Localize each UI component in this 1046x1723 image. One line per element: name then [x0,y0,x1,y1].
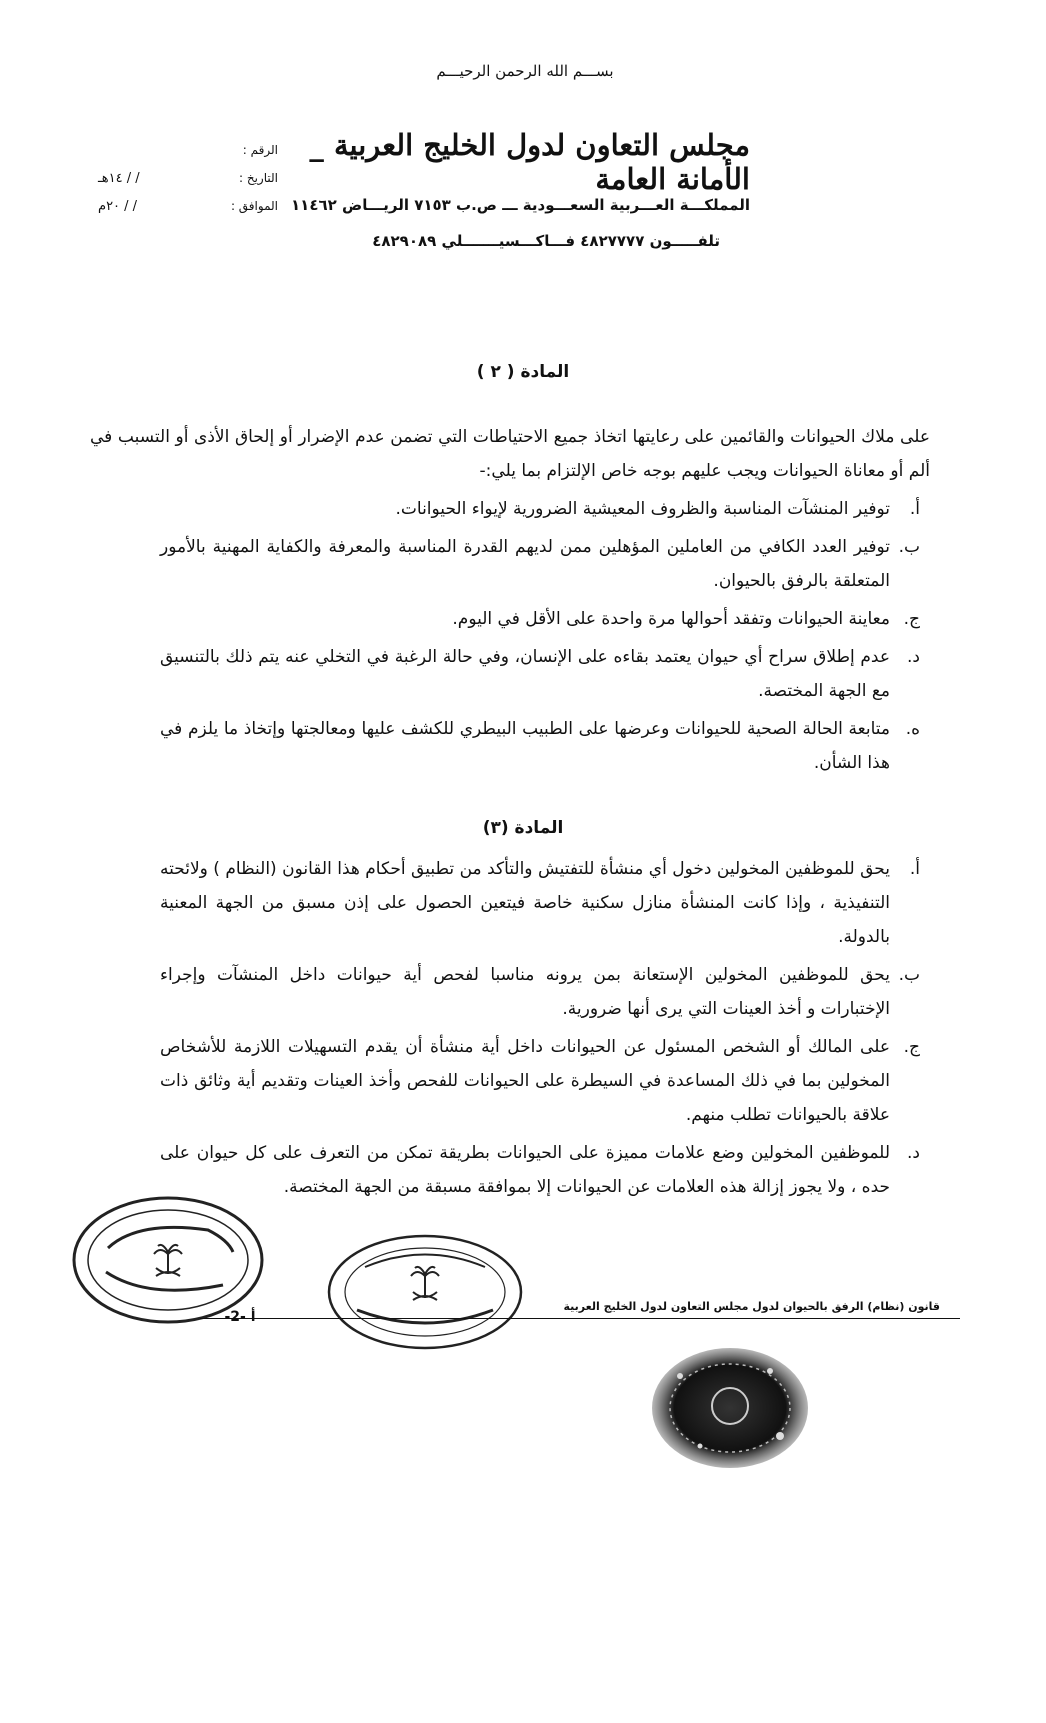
list-item-text: على المالك أو الشخص المسئول عن الحيوانات داخل أية منشأة أن يقدم التسهيلات اللازمة للأشخاص المخولين بما في ذلك المساعدة في السيطرة على الحيوانات للفحص وأخذ العينات وتقديم أية وثائق ذات علاقة بالحيوانات تطلب منهم. [160,1037,890,1125]
basmala: بســـم الله الرحمن الرحيـــم [436,62,614,80]
list-item [160,958,920,1026]
page-number: -2- أ [224,1309,256,1325]
list-item [160,530,920,598]
list-marker: د. [907,1143,920,1163]
ref-date-label: التاريخ : [238,171,278,185]
ref-date-row [98,164,278,192]
list-item-text: للموظفين المخولين وضع علامات مميزة على الحيوانات بطريقة تمكن من التعرف على كل حيوان على حده ، ولا يجوز إزالة هذه العلامات عن الحيوانات إلا بموافقة مسبقة من الجهة المختصة. [160,1143,890,1197]
list-item [160,492,920,526]
list-marker: ب. [898,537,920,557]
list-item-text: يحق للموظفين المخولين دخول أي منشأة للتفتيش والتأكد من تطبيق أحكام هذا القانون (النظام ) ولائحته التنفيذية ، وإذا كانت المنشأة منازل سكنية خاصة فيتعين الحصول على إذن مسبق من الجهة المعنية بالدولة. [160,859,890,947]
list-item-text: توفير المنشآت المناسبة والظروف المعيشية الضرورية لإيواء الحيوانات. [395,499,890,519]
list-marker: ب. [898,965,920,985]
ref-number-row [98,136,278,164]
article-2-list [160,492,920,784]
list-marker: ه. [905,719,920,739]
list-item-text: متابعة الحالة الصحية للحيوانات وعرضها على الطبيب البيطري للكشف عليها ومعالجتها وإتخاذ ما يلزم في هذا الشأن. [160,719,890,773]
bottom-seal [640,1336,820,1476]
list-marker: أ. [909,859,920,879]
organization-address: المملكـــة العـــربية السعـــودية ـــ ص.ب ٧١٥٣ الريـــاض ١١٤٦٢ [291,196,750,214]
list-item [160,1030,920,1132]
list-item [160,602,920,636]
list-item [160,852,920,954]
article-2-intro: على ملاك الحيوانات والقائمين على رعايتها اتخاذ جميع الاحتياطات التي تضمن عدم الإضرار أو إلحاق الأذى أو التسبب في ألم أو معاناة الحيوانات ويجب عليهم بوجه خاص الإلتزام بما يلي:- [90,427,930,481]
list-marker: ج. [903,1037,920,1057]
ref-corresponding-value: / / ٢٠م [98,198,138,214]
list-item [160,640,920,708]
list-item-text: توفير العدد الكافي من العاملين المؤهلين ممن لديهم القدرة المناسبة والمعرفة والكفاية المهنية بالأمور المتعلقة بالرفق بالحيوان. [160,537,890,591]
organization-name: مجلس التعاون لدول الخليج العربية _ الأمانة العامة [309,128,750,196]
article-3-list [160,852,920,1208]
reference-block [98,136,278,220]
footer-rule [200,1318,960,1319]
list-item-text: يحق للموظفين المخولين الإستعانة بمن يرونه مناسبا لفحص أية حيوانات داخل المنشآت وإجراء الإختبارات و أخذ العينات التي يرى أنها ضرورية. [160,965,890,1019]
list-marker: ج. [903,609,920,629]
ref-number-label: الرقم : [242,143,278,157]
footer-title: قانون (نظام) الرفق بالحيوان لدول مجلس التعاون لدول الخليج العربية [563,1300,940,1313]
article-3-heading: المادة (٣) [482,818,564,838]
list-marker: د. [907,647,920,667]
list-item [160,1136,920,1204]
ref-corresponding-label: الموافق : [230,199,278,213]
ref-date-value: / / ١٤هـ [98,170,140,186]
organization-contact: تلفـــــون ٤٨٢٧٧٧٧ فـــاكـــسيـــــــلي ٤٨٢٩٠٨٩ [372,232,720,250]
list-item [160,712,920,780]
list-item-text: معاينة الحيوانات وتفقد أحوالها مرة واحدة على الأقل في اليوم. [452,609,890,629]
article-2-heading: المادة ( ٢ ) [476,362,570,382]
list-marker: أ. [909,499,920,519]
list-item-text: عدم إطلاق سراح أي حيوان يعتمد بقاءه على الإنسان، وفي حالة الرغبة في التخلي عنه يتم ذلك بالتنسيق مع الجهة المختصة. [160,647,890,701]
ref-corresponding-row [98,192,278,220]
center-official-stamp [325,1232,525,1352]
